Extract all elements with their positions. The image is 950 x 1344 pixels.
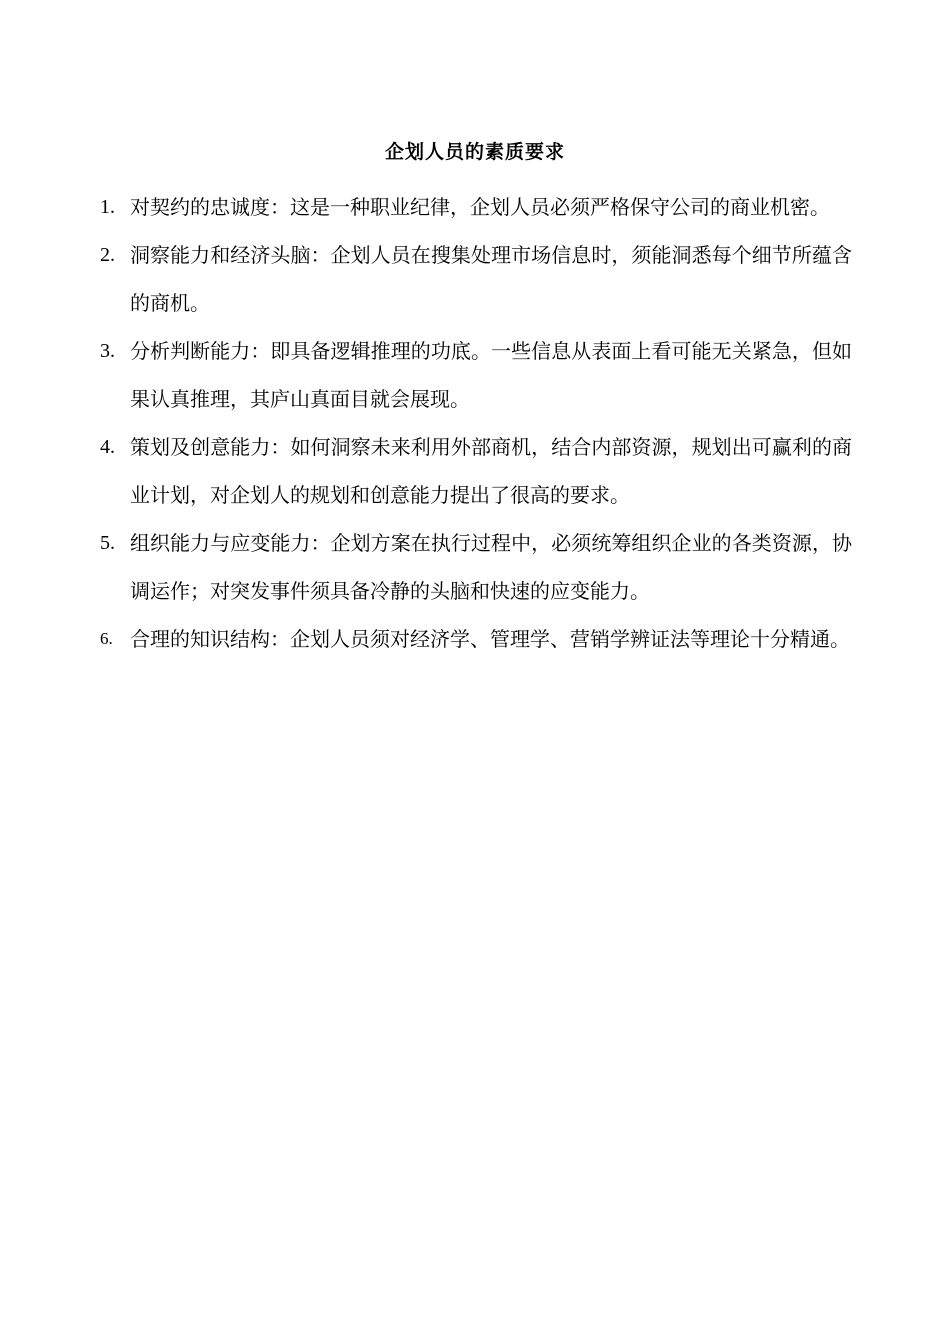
item-text: 组织能力与应变能力：企划方案在执行过程中，必须统筹组织企业的各类资源，协调运作；对突发事件须具备冷静的头脑和快速的应变能力。 (130, 531, 852, 603)
list-item (100, 327, 852, 423)
item-number: 3. (100, 340, 115, 362)
item-number: 5. (100, 532, 115, 554)
requirements-list (100, 183, 852, 663)
list-item (100, 615, 852, 663)
item-number: 1. (100, 196, 115, 218)
item-number: 6. (100, 629, 113, 648)
list-item (100, 231, 852, 327)
item-number: 2. (100, 244, 115, 266)
list-item (100, 183, 852, 231)
list-item (100, 519, 852, 615)
item-text: 合理的知识结构：企划人员须对经济学、管理学、营销学辨证法等理论十分精通。 (130, 627, 850, 651)
item-text: 对契约的忠诚度：这是一种职业纪律，企划人员必须严格保守公司的商业机密。 (130, 195, 830, 219)
item-number: 4. (100, 436, 115, 458)
item-text: 洞察能力和经济头脑：企划人员在搜集处理市场信息时，须能洞悉每个细节所蕴含的商机。 (130, 243, 852, 315)
list-item (100, 423, 852, 519)
item-text: 分析判断能力：即具备逻辑推理的功底。一些信息从表面上看可能无关紧急，但如果认真推理，其庐山真面目就会展现。 (130, 339, 852, 411)
item-text: 策划及创意能力：如何洞察未来利用外部商机，结合内部资源，规划出可赢利的商业计划，对企划人的规划和创意能力提出了很高的要求。 (130, 435, 852, 507)
document-title: 企划人员的素质要求 (384, 141, 565, 163)
